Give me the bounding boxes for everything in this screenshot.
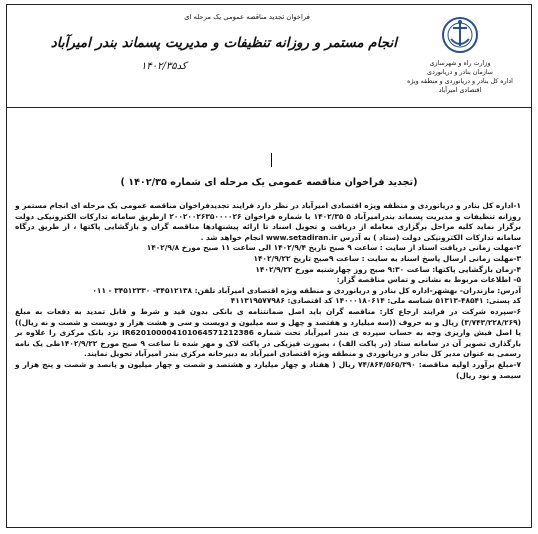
top-line: فراخوان تجدید مناقصه عمومی یک مرحله ای bbox=[184, 13, 310, 21]
announcement-body bbox=[15, 201, 521, 381]
org-line-office: اداره کل بنادر و دریانوردی و منطقه ویژه اقتصادی امیرآباد bbox=[407, 78, 513, 94]
page-title: انجام مستمر و روزانه تنظیفات و مدیریت پسماند بندر امیرآباد bbox=[50, 35, 397, 51]
postal-code-line: کد پستی: ۴۸۵۴۱-۵۱۳۱۳ شناسه ملی: ۱۴۰۰۰۱۸۰۶۱۴ کد اقتصادی: ۴۱۱۳۱۹۵۷۷۹۸۶ bbox=[230, 296, 521, 306]
header bbox=[7, 5, 531, 108]
title-block bbox=[50, 11, 397, 103]
clause-5: ۵- اطلاعات مربوط به نشانی و تماس مناقصه گزار: bbox=[336, 275, 521, 285]
clause-2: ۲-مهلت زمانی دریافت اسناد از سایت : ساعت ۹ صبح تاریخ ۱۴۰۲/۹/۴ الی ساعت ۱۱ صبح مورخ ۱۴۰۲/۹/۸ bbox=[146, 243, 521, 253]
text-cursor bbox=[271, 153, 272, 167]
clause-4: ۴-زمان بازگشایی پاکتها: ساعت ۹:۳۰ صبح روز چهارشنبه مورخ ۱۴۰۲/۹/۲۲ bbox=[255, 264, 521, 274]
announcement-frame bbox=[6, 4, 532, 528]
address-line: آدرس: مازندران- بهشهر-اداره کل بنادر و دریانوردی و منطقه ویژه اقتصادی امیرآباد تلفن: ۳۴۵۱۲۱۳۸- ۳۴۵۱۲۳۳۰ - ۰۱۱ bbox=[92, 285, 521, 295]
tender-heading: (تجدید فراخوان مناقصه عمومی یک مرحله ای شماره ۱۴۰۲/۳۵ ) bbox=[120, 177, 418, 188]
ports-organization-emblem-icon bbox=[440, 13, 480, 57]
org-line-organization: سازمان بنادر و دریانوردی bbox=[427, 69, 493, 76]
org-name bbox=[397, 59, 523, 95]
org-line-ministry: وزارت راه و شهرسازی bbox=[429, 60, 491, 67]
tender-code: کد۱۴۰۲/۳۵ bbox=[141, 61, 187, 72]
logo-box bbox=[397, 13, 523, 103]
clause-7: ۷-مبلغ برآورد اولیه مناقصه: ۷۴/۸۶۴/۵۶۵/۳۹۰ ریال ( هفتاد و چهار میلیارد و هشتصد و شصت و چهار میلیون و پانصد و شصت و پنج هزار و سیصد و نود ریال) bbox=[15, 359, 521, 380]
clause-6: ۶-سپرده شرکت در فرایند ارجاع کار: مناقصه گران باید اصل ضمانتنامه ی بانکی بدون قید و شرط و قابل تمدید به دفعات به مبلغ (۳/۷۴۳/۲۲۸/۲۶۹) ریال و به حروف ((سه میلیارد و هفتصد و چهل و سه میلیون و دویست و سی و هشت هزار و دویست و شصت و نه ریال)) یا اصل فیش واریزی وجه به حساب سپرده ی بندر امیرآباد تحت شماره IR620100004101064571212386 نزد بانک مرکزی را علاوه بر بارگذاری تصویر آن در سامانه ستاد (در پاکت الف) ، بصورت فیزیکی در پاکت لاک و مهر شده تا ساعت ۹ صبح مورخ ۱۴۰۲/۹/۲۲طی یک نامه رسمی به عنوان مدیر کل بنادر و دریانوردی و منطقه ویژه اقتصادی امیرآباد به دبیرخانه مرکزی بندر امیرآباد تحویل نمایند. bbox=[15, 306, 521, 359]
clause-3: ۳-مهلت زمانی ارسال پاسخ اسناد به سایت : ساعت ۹صبح تاریخ ۱۴۰۲/۹/۲۲ bbox=[253, 253, 521, 263]
clause-1: ۱-اداره کل بنادر و دریانوردی و منطقه ویژه اقتصادی امیرآباد در نظر دارد فرایند تجدیدفراخوان مناقصه عمومی یک مرحله ای انجام مستمر و روزانه تنظیفات و مدیریت پسماند بندرامیرآباد ۵ ۱۴۰۲/۳۵ با شماره فراخوان ۲۰۰۲۰۰۲۶۳۵۰۰۰۰۲۶ ازطریق سامانه تدارکات الکترونیکی دولت برگزار نماید کلیه مراحل برگزاری معامله از دریافت و تحویل اسناد تا ارائه پیشنهادها مناقصه گران و بازگشایی پاکتها ، از طریق درگاه سامانه تدارکات الکترونیکی دولت (ستاد ) به آدرس www.setadiran.ir انجام خواهد شد . bbox=[15, 201, 521, 242]
